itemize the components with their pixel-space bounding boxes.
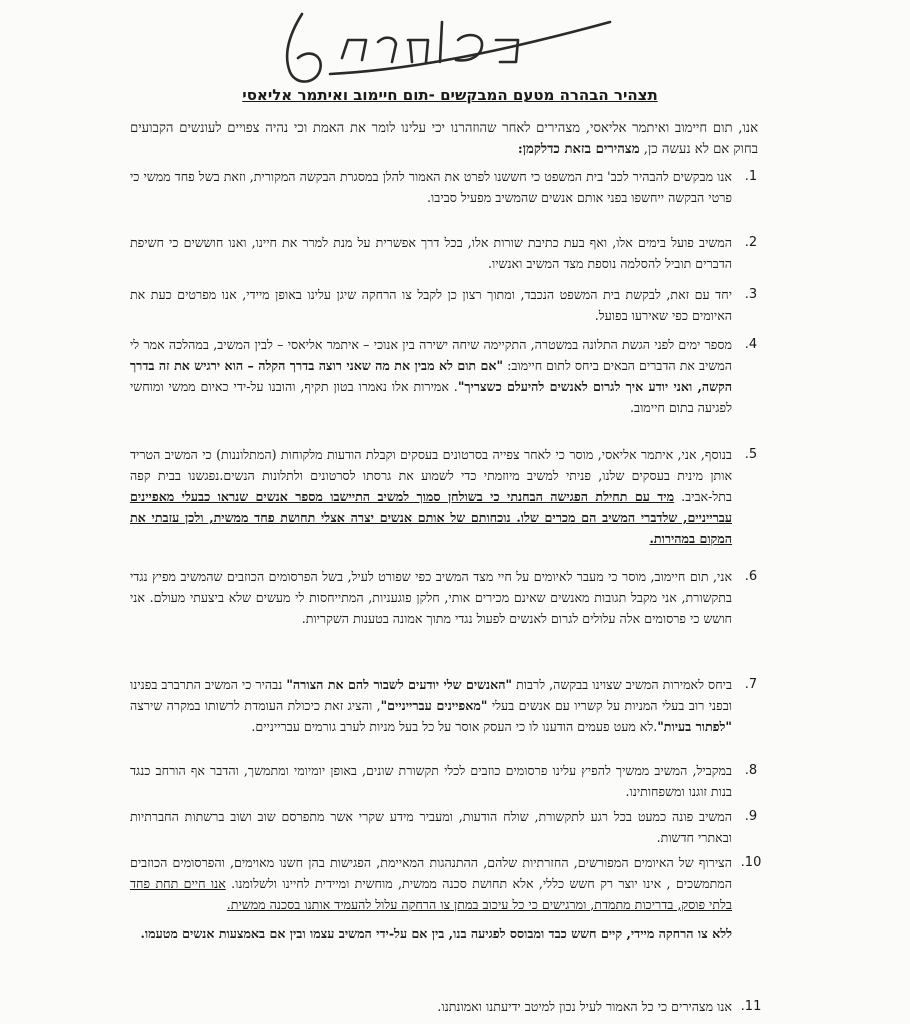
clause-number: 9. [744, 809, 758, 824]
clause-number: 6. [744, 569, 758, 584]
handwritten-note [270, 0, 630, 92]
clause-4 [130, 334, 770, 418]
clause-9 [130, 806, 770, 848]
clause-10 [130, 852, 770, 944]
quoted-threat: "אם תום לא מבין את מה שאני רוצה בדרך הקלה – הוא ירגיש את זה בדרך הקשה, ואני יודע איך לגרום לאנשים להיעלם כשצריך" [130, 358, 732, 394]
clause-7 [130, 674, 770, 737]
emphasized-text: מיד עם תחילת הפגישה הבחנתי כי בשולחן סמוך למשיב התיישבו מספר אנשים שנראו כבעלי מאפיינים עברייניים, שלדברי המשיב הם מכרים שלו. נוכחותם של אותם אנשים יצרה אצלי תחושת פחד ממשית, ולכן עזבתי את המקום במהירות. [130, 489, 732, 546]
intro-paragraph [130, 118, 758, 160]
clause-text: המשיב פועל בימים אלו, ואף בעת כתיבת שורות אלו, בכל דרך אפשרית על מנת למרר את חיינו, ואנו חוששים כי חשיפת הדברים תוביל להסלמה נוספת מצד המשיב ואנשיו. [130, 235, 732, 271]
clause-3 [130, 284, 770, 326]
clause-number: 1. [744, 169, 758, 184]
clause-1 [130, 166, 770, 208]
clause-11 [130, 996, 770, 1017]
clause-5 [130, 444, 770, 549]
clause-text-part: . אמירות אלו נאמרו בטון תקיף, והובנו על-ידי כאיום ממשי ומוחשי לפגיעה בתום חיימוב. [130, 379, 732, 415]
clause-number: 5. [744, 447, 758, 462]
clause-number: 10. [740, 855, 762, 870]
clause-text-part: הצירוף של האיומים המפורשים, החזרתיות שלהם, ההתנהגות המאיימת, הפגישות בהן חשנו מאוימים, והפרסומים הכוזבים המתמשכים , אינו יוצר רק חשש כללי, אלא תחושת סכנה ממשית, מוחשית ומיידית לחיינו ולשלומנו. [130, 855, 732, 891]
underlined-text: אנו חיים תחת פחד בלתי פוסק, בדריכות מתמדת, ומרגישים כי כל עיכוב במתן צו הרחקה עלול להעמיד אותנו בסכנה ממשית. [130, 876, 732, 912]
clause-text: המשיב פונה כמעט בכל רגע לתקשורת, שולח הודעות, ומעביר מידע שקרי אשר מתפרסם שוב ושוב ברשתות החברתיות ובאתרי חדשות. [130, 809, 732, 845]
intro-declaration: מצהירים בזאת כדלקמן: [517, 142, 640, 157]
clause-text-part: , והציג זאת כיכולת העומדת לרשותו במקרה שירצה [130, 698, 381, 713]
clause-text [130, 852, 732, 944]
quoted-statement: "האנשים שלי יודעים לשבור להם את הצורה" [286, 677, 513, 692]
clause-text: אנו מצהירים כי כל האמור לעיל נכון למיטב ידיעתנו ואמונתנו. [437, 999, 732, 1014]
clause-number: 11. [740, 999, 762, 1014]
clause-text-part: ביחס לאמירות המשיב שצוינו בבקשה, לרבות [512, 677, 733, 692]
quoted-statement: "לפתור בעיות" [657, 719, 732, 734]
clause-6 [130, 566, 770, 629]
clause-number: 2. [744, 235, 758, 250]
document-title: תצהיר הבהרה מטעם המבקשים -תום חיימוב ואיתמר אליאסי [242, 86, 658, 104]
clause-text-part: נבהיר כי המשיב התרברב בפנינו ובפני רוב בעלי המניות על קשריו עם אנשים בעלי [130, 677, 732, 713]
clause-text-part: מספר ימים לפני הגשת התלונה במשטרה, התקיימה שיחה ישירה בין אנוכי – איתמר אליאסי – לבין המשיב, במהלכה אמר לי המשיב את הדברים הבאים ביחס לתום חיימוב: [130, 337, 732, 373]
clause-text: אני, תום חיימוב, מוסר כי מעבר לאיומים על חיי מצד המשיב כפי שפורט לעיל, בשל הפרסומים הכוזבים שהמשיב מפיץ נגדי בתקשורת, אני מקבל תגובות מאנשים שאינם מכירים אותי, חלקן פוגעניות, המתייחסות לי מעשים שלא ביצעתי מעולם. אני חושש כי פרסומים אלה עלולים לגרום לאנשים לפעול נגדי מתוך אמונה בטענות השקריות. [130, 569, 732, 626]
clause-8 [130, 760, 770, 802]
clause-number: 3. [744, 287, 758, 302]
clause-number: 7. [744, 677, 758, 692]
clause-text-part: בנוסף, אני, איתמר אליאסי, מוסר כי לאחר צפייה בסרטונים בעסקים וקבלת הודעות מלקוחות (המתלוננות) כי המשיב הטריד אותן מינית בעסקים שלנו, פניתי למשיב מיוזמתי כדי לשמוע את גרסתו לסרטונים ולתלונות הנשים.נפגשנו בבית קפה בתל-אביב. [130, 447, 732, 504]
quoted-statement: "מאפיינים עברייניים" [380, 698, 488, 713]
clause-2 [130, 232, 770, 274]
clause-text: אנו מבקשים להבהיר לכב' בית המשפט כי חששנו לפרט את האמור להלן במסגרת הבקשה המקורית, וזאת בשל פחד ממשי כי פרטי הבקשה ייחשפו בפני אותם אנשים שהמשיב מפעיל סביבו. [130, 169, 732, 205]
clause-text [130, 334, 732, 418]
clause-text: במקביל, המשיב ממשיך להפיץ עלינו פרסומים כוזבים לכלי תקשורת שונים, באופן יומיומי ומתמשך, והדבר אף הורחב כנגד בנות זוגנו ומשפחותינו. [130, 763, 732, 799]
intro-text: אנו, תום חיימוב ואיתמר אליאסי, מצהירים לאחר שהוזהרנו יכי עלינו לומר את האמת וכי נהיה צפויים לעונשים הקבועים בחוק אם לא נעשה כן, [130, 121, 758, 157]
bold-paragraph: ללא צו הרחקה מיידי, קיים חשש כבד ומבוסס לפגיעה בנו, בין אם על-ידי המשיב עצמו ובין אם באמצעות אנשים מטעמו. [140, 926, 732, 941]
clause-number: 4. [744, 337, 758, 352]
clause-text-part: .לא מעט פעמים הודענו לו כי העסק אוסר על כל בעל מניות לערב גורמים עברייניים. [251, 719, 658, 734]
clause-number: 8. [744, 763, 758, 778]
clause-text [130, 674, 732, 737]
clause-text [130, 444, 732, 549]
clause-text: יחד עם זאת, לבקשת בית המשפט הנכבד, ומתוך רצון כן לקבל צו הרחקה שיגן עלינו באופן מיידי, אנו מפרטים כעת את האיומים כפי שאירעו בפועל. [130, 287, 732, 323]
